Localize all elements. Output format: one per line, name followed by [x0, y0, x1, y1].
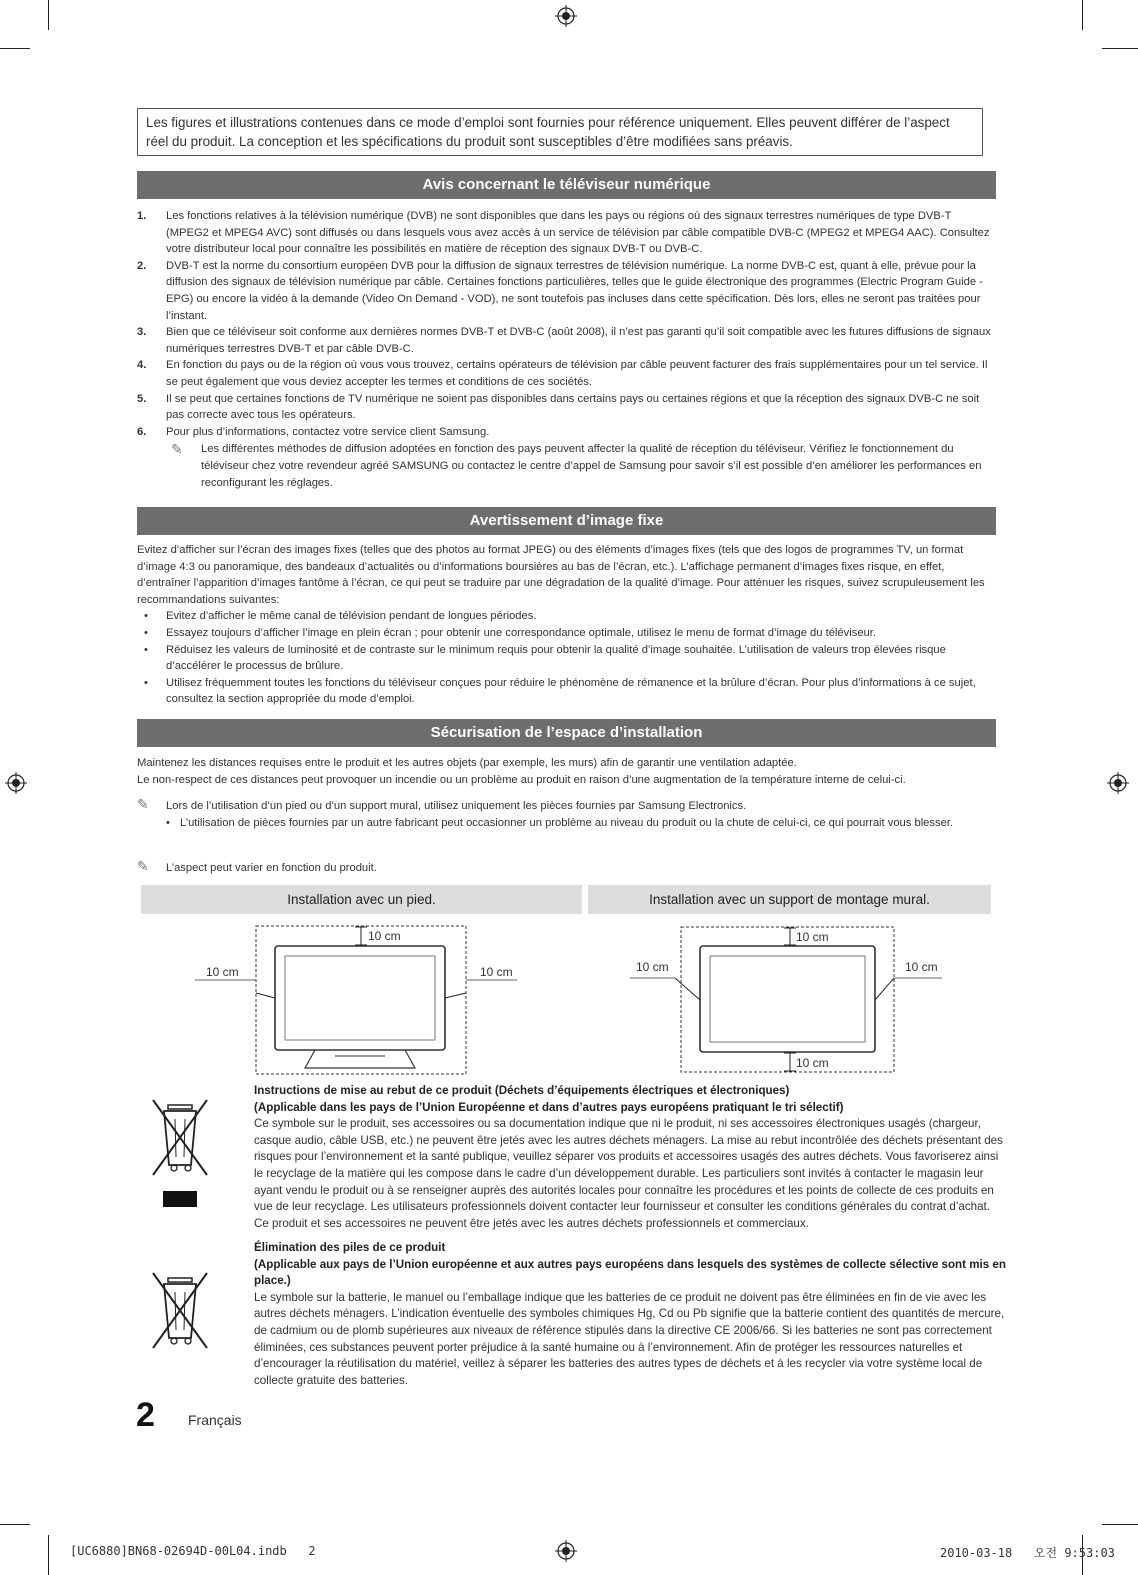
print-timestamp: 2010-03-18 오전 9:53:03	[940, 1546, 1115, 1560]
installation-note-parts: ✎ Lors de l’utilisation d’un pied ou d’un support mural, utilisez uniquement les pièces fournies par Samsung Electronics. • L’utilisation de pièces fournies par un autre fabricant peut occasionner un problème au niveau du produit ou la chute de celui-ci, ce qui pourrait vous blesser.	[137, 798, 995, 831]
crop-mark	[48, 1535, 49, 1575]
crop-mark	[1102, 48, 1138, 49]
stand-install-header: Installation avec un pied.	[141, 885, 582, 914]
list-item: 2. DVB-T est la norme du consortium européen DVB pour la diffusion de signaux terrestres de télévision numérique. La norme DVB-C est, quant à elle, prévue pour la diffusion des signaux de télévision numérique par câble. Certaines fonctions particulières, telles que le guide électronique des programmes (Electric Program Guide - EPG) ou encore la vidéo à la demande (Video On Demand - VOD), ne sont toutefois pas incluses dans cette spécification. Dès lors, elles ne seront pas traitées pour l’instant.	[137, 259, 983, 322]
print-file-slug: [UC6880]BN68-02694D-00L04.indb 2	[70, 1544, 316, 1558]
registration-mark-icon	[555, 5, 577, 27]
registration-mark-icon	[1107, 772, 1129, 794]
list-item: 6. Pour plus d’informations, contactez votre service client Samsung. ✎ Les différentes méthodes de diffusion adoptées en fonction des pays peuvent affecter la qualité de réception du téléviseur. Vérifiez le fonctionnement du téléviseur chez votre revendeur agréé SAMSUNG ou contactez le centre d’appel de Samsung pour savoir s’il est possible d’en améliorer les performances en reconfigurant les réglages.	[137, 424, 995, 491]
section-title-installation: Sécurisation de l’espace d’installation	[137, 719, 996, 747]
still-image-bullets	[137, 608, 995, 708]
crop-mark	[0, 1524, 30, 1525]
digital-tv-list	[137, 208, 995, 491]
list-item: • L’utilisation de pièces fournies par un autre fabricant peut occasionner un problème au niveau du produit ou la chute de celui-ci, ce qui pourrait vous blesser.	[166, 816, 954, 829]
clearance-label-left: 10 cm	[206, 965, 239, 979]
page-number: 2	[136, 1396, 155, 1434]
section-title-still-image: Avertissement d’image fixe	[137, 507, 996, 535]
clearance-label-top: 10 cm	[368, 929, 401, 943]
still-image-intro: Evitez d’afficher sur l’écran des images fixes (telles que des photos au format JPEG) ou des éléments d’images fixes (tels que des logos de programmes TV, un format d’image 4:3 ou panoramique, des bandeaux d’actualités ou d’informations boursières au bas de l’écran, etc.). L’affichage permanent d’images fixes risque, en effet, d’entraîner l’apparition d’images fantôme à l’écran, ce qui peut se traduire par une dégradation de la qualité d’image. Pour atténuer les risques, suivez scrupuleusement les recommandations suivantes:	[137, 544, 985, 606]
list-item: • Evitez d’afficher le même canal de télévision pendant de longues périodes.	[144, 610, 537, 623]
list-item: 4. En fonction du pays ou de la région où vous vous trouvez, certains opérateurs de télévision par câble peuvent facturer des frais supplémentaires pour un tel service. Il se peut également que vous deviez accepter les termes et conditions de ces sociétés.	[137, 359, 988, 388]
pencil-note-icon: ✎	[171, 441, 183, 458]
installation-intro: Maintenez les distances requises entre le produit et les autres objets (par exemple, les murs) afin de garantir une ventilation adaptée. Le non-respect de ces distances peut provoquer un incendie ou un problème au produit en raison d’une augmentation de la température interne de celui-ci.	[137, 757, 906, 786]
registration-mark-icon	[5, 772, 27, 794]
crop-mark	[1082, 0, 1083, 30]
registration-mark-icon	[555, 1540, 577, 1562]
list-item: • Utilisez fréquemment toutes les fonctions du téléviseur conçues pour réduire le phénomène de rémanence et la brûlure d’écran. Pour plus d’informations à ce sujet, consultez la section appropriée du mode d’emploi.	[144, 676, 976, 706]
clearance-label-right: 10 cm	[480, 965, 513, 979]
wall-install-header: Installation avec un support de montage mural.	[588, 885, 991, 914]
crop-mark	[48, 0, 49, 30]
clearance-label-right: 10 cm	[905, 960, 938, 974]
reception-note: ✎ Les différentes méthodes de diffusion adoptées en fonction des pays peuvent affecter la qualité de réception du téléviseur. Vérifiez le fonctionnement du téléviseur chez votre revendeur agréé SAMSUNG ou contactez le centre d’appel de Samsung pour savoir s’il est possible d’en améliorer les performances en reconfigurant les réglages.	[171, 441, 982, 489]
clearance-label-bottom: 10 cm	[796, 1056, 829, 1070]
list-item: 3. Bien que ce téléviseur soit conforme aux dernières normes DVB-T et DVB-C (août 2008), il n’est pas garanti qu’il soit compatible avec les futures diffusions de signaux numériques terrestres DVB-T et par câble DVB-C.	[137, 326, 991, 355]
list-item: • Essayez toujours d’afficher l’image en plein écran ; pour obtenir une correspondance optimale, utilisez le menu de format d’image du téléviseur.	[144, 626, 876, 639]
crop-mark	[1102, 1524, 1138, 1525]
list-item: 1. Les fonctions relatives à la télévision numérique (DVB) ne sont disponibles que dans les pays ou régions où des signaux terrestres numériques de type DVB-T (MPEG2 et MPEG4 AVC) sont diffusés ou dans lesquels vous avez accès à un service de télévision par câble compatible DVB-C (MPEG2 et MPEG4 AAC). Consultez votre distributeur local pour connaître les possibilités en matière de réception des signaux DVB-T ou DVB-C.	[137, 210, 990, 256]
list-item: • Réduisez les valeurs de luminosité et de contraste sur le minimum requis pour obtenir la qualité d’image souhaitée. L’utilisation de valeurs trop élevées risque d’accélérer le processus de brûlure.	[144, 643, 946, 673]
crossed-bin-icon	[150, 1268, 210, 1356]
clearance-label-top: 10 cm	[796, 930, 829, 944]
weee-disposal-text: Instructions de mise au rebut de ce produit (Déchets d’équipements électriques et électroniques) (Applicable dans les pays de l’Union Européenne et dans d’autres pays européens pratiquant le tri sélectif) Ce symbole sur le produit, ses accessoires ou sa documentation indique que ni le produit, ni ses accessoires électroniques usagés (chargeur, casque audio, câble USB, etc.) ne peuvent être jetés avec les autres déchets ménagers. La mise au rebut incontrôlée des déchets présentant des risques pour l’environnement et la santé publique, veuillez séparer vos produits et accessoires usagés des autres déchets. Vous favoriserez ainsi le recyclage de la matière qui les compose dans le cadre d’un développement durable. Les particuliers sont invités à contacter le magasin leur ayant vendu le produit ou à se renseigner auprès des autorités locales pour connaître les procédures et les points de collecte de ces produits en vue de leur recyclage. Les utilisateurs professionnels doivent contacter leur fournisseur et consulter les conditions générales du contrat d’achat. Ce produit et ses accessoires ne peuvent être jetés avec les autres déchets professionnels et commerciaux.	[254, 1084, 1003, 1230]
pencil-note-icon: ✎	[137, 858, 149, 874]
disclaimer-notice: Les figures et illustrations contenues dans ce mode d’emploi sont fournies pour référence uniquement. Elles peuvent différer de l’aspect réel du produit. La conception et les spécifications du produit sont susceptibles d’être modifiées sans préavis.	[137, 108, 983, 156]
wall-install-diagram	[630, 918, 950, 1078]
pencil-note-icon: ✎	[137, 796, 149, 812]
crop-mark	[0, 48, 30, 49]
installation-note-appearance: ✎ L’aspect peut varier en fonction du produit.	[137, 858, 377, 874]
page-language: Français	[188, 1412, 242, 1428]
list-item: 5. Il se peut que certaines fonctions de TV numérique ne soient pas disponibles dans certains pays ou certaines régions et que la réception des signaux DVB-C ne soit pas correcte avec tous les opérateurs.	[137, 392, 980, 422]
stand-install-diagram	[195, 918, 535, 1078]
clearance-label-left: 10 cm	[636, 960, 669, 974]
crossed-bin-icon	[150, 1095, 210, 1213]
section-title-digital-tv: Avis concernant le téléviseur numérique	[137, 171, 996, 199]
battery-disposal-text: Élimination des piles de ce produit (Applicable aux pays de l’Union européenne et aux autres pays européens dans lesquels des systèmes de collecte sélective sont mis en place.) Le symbole sur la batterie, le manuel ou l’emballage indique que les batteries de ce produit ne doivent pas être éliminées en fin de vie avec les autres déchets ménagers. L’indication éventuelle des symboles chimiques Hg, Cd ou Pb signifie que la batterie contient des quantités de mercure, de cadmium ou de plomb supérieures aux niveaux de référence stipulés dans la directive CE 2006/66. Si les batteries ne sont pas correctement éliminées, ces substances peuvent porter préjudice à la santé humaine ou à l’environnement. Afin de protéger les ressources naturelles et d’encourager la réutilisation du matériel, veillez à séparer les batteries des autres types de déchets et à les recycler via votre système local de collecte gratuite des batteries.	[254, 1241, 1006, 1387]
still-image-section	[137, 542, 995, 708]
